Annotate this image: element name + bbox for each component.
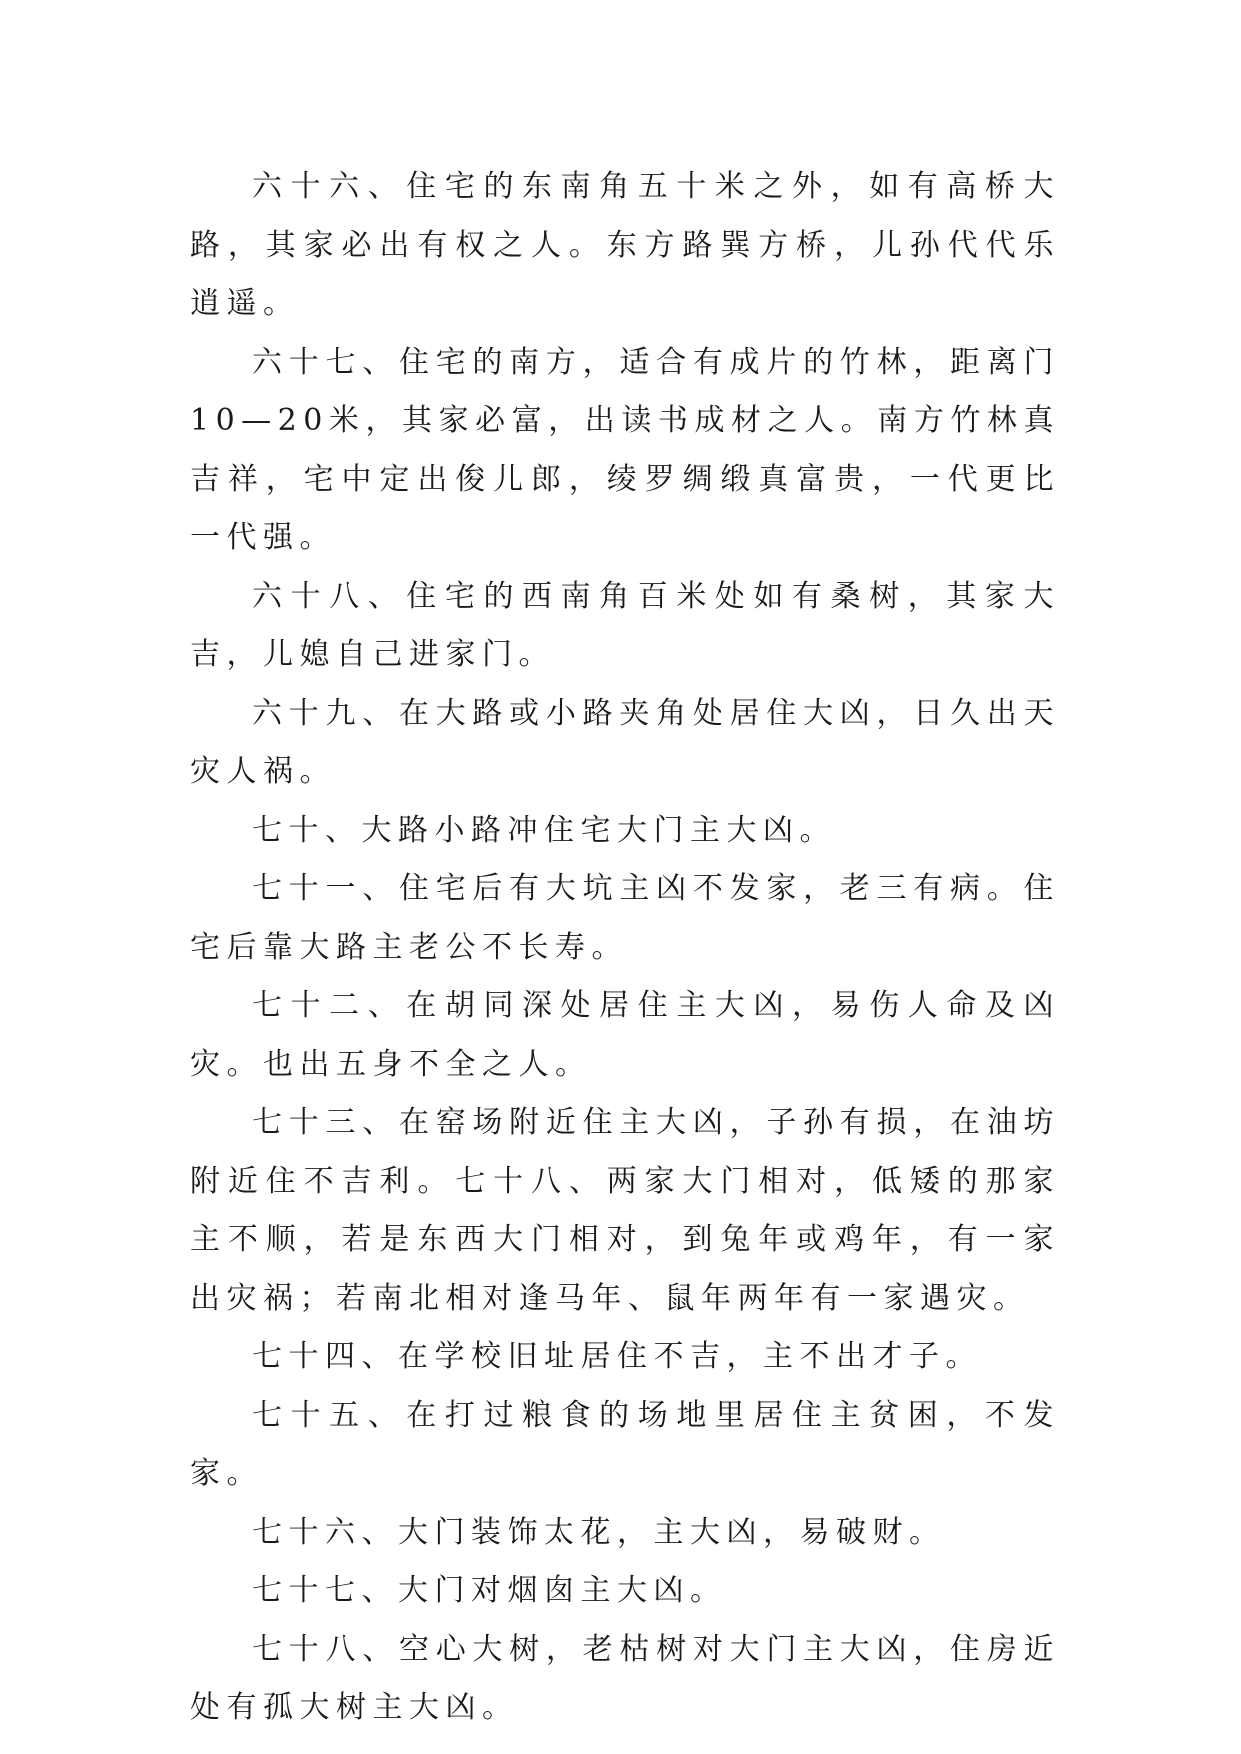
paragraph-69: 六十九、在大路或小路夹角处居住大凶，日久出天灾人祸。 <box>190 695 1060 789</box>
paragraph-78: 七十八、空心大树，老枯树对大门主大凶，住房近处有孤大树主大凶。 <box>190 1631 1060 1725</box>
paragraph-72: 七十二、在胡同深处居住主大凶，易伤人命及凶灾。也出五身不全之人。 <box>190 988 1060 1082</box>
paragraph-73: 七十三、在窑场附近住主大凶，子孙有损，在油坊附近住不吉利。七十八、两家大门相对，低矮的那家主不顺，若是东西大门相对，到兔年或鸡年，有一家出灾祸；若南北相对逢马年、鼠年两年有一家遇灾。 <box>190 1105 1060 1316</box>
paragraph-77: 七十七、大门对烟囱主大凶。 <box>252 1573 727 1608</box>
paragraph-67: 六十七、住宅的南方，适合有成片的竹林，距离门10—20米，其家必富，出读书成材之人。南方竹林真吉祥，宅中定出俊儿郎，绫罗绸缎真富贵，一代更比一代强。 <box>190 344 1060 555</box>
paragraph-75: 七十五、在打过粮食的场地里居住主贫困，不发家。 <box>190 1397 1060 1491</box>
paragraph-68: 六十八、住宅的西南角百米处如有桑树，其家大吉，儿媳自己进家门。 <box>190 578 1060 672</box>
paragraph-74: 七十四、在学校旧址居住不吉，主不出才子。 <box>252 1339 982 1374</box>
paragraph-70: 七十、大路小路冲住宅大门主大凶。 <box>252 812 836 848</box>
paragraph-66: 六十六、住宅的东南角五十米之外，如有高桥大路，其家必出有权之人。东方路巽方桥，儿孙代代乐逍遥。 <box>190 169 1060 321</box>
paragraph-76: 七十六、大门装饰太花，主大凶，易破财。 <box>252 1514 946 1550</box>
paragraph-71: 七十一、住宅后有大坑主凶不发家，老三有病。住宅后靠大路主老公不长寿。 <box>190 871 1060 965</box>
document-body <box>190 158 1060 1738</box>
